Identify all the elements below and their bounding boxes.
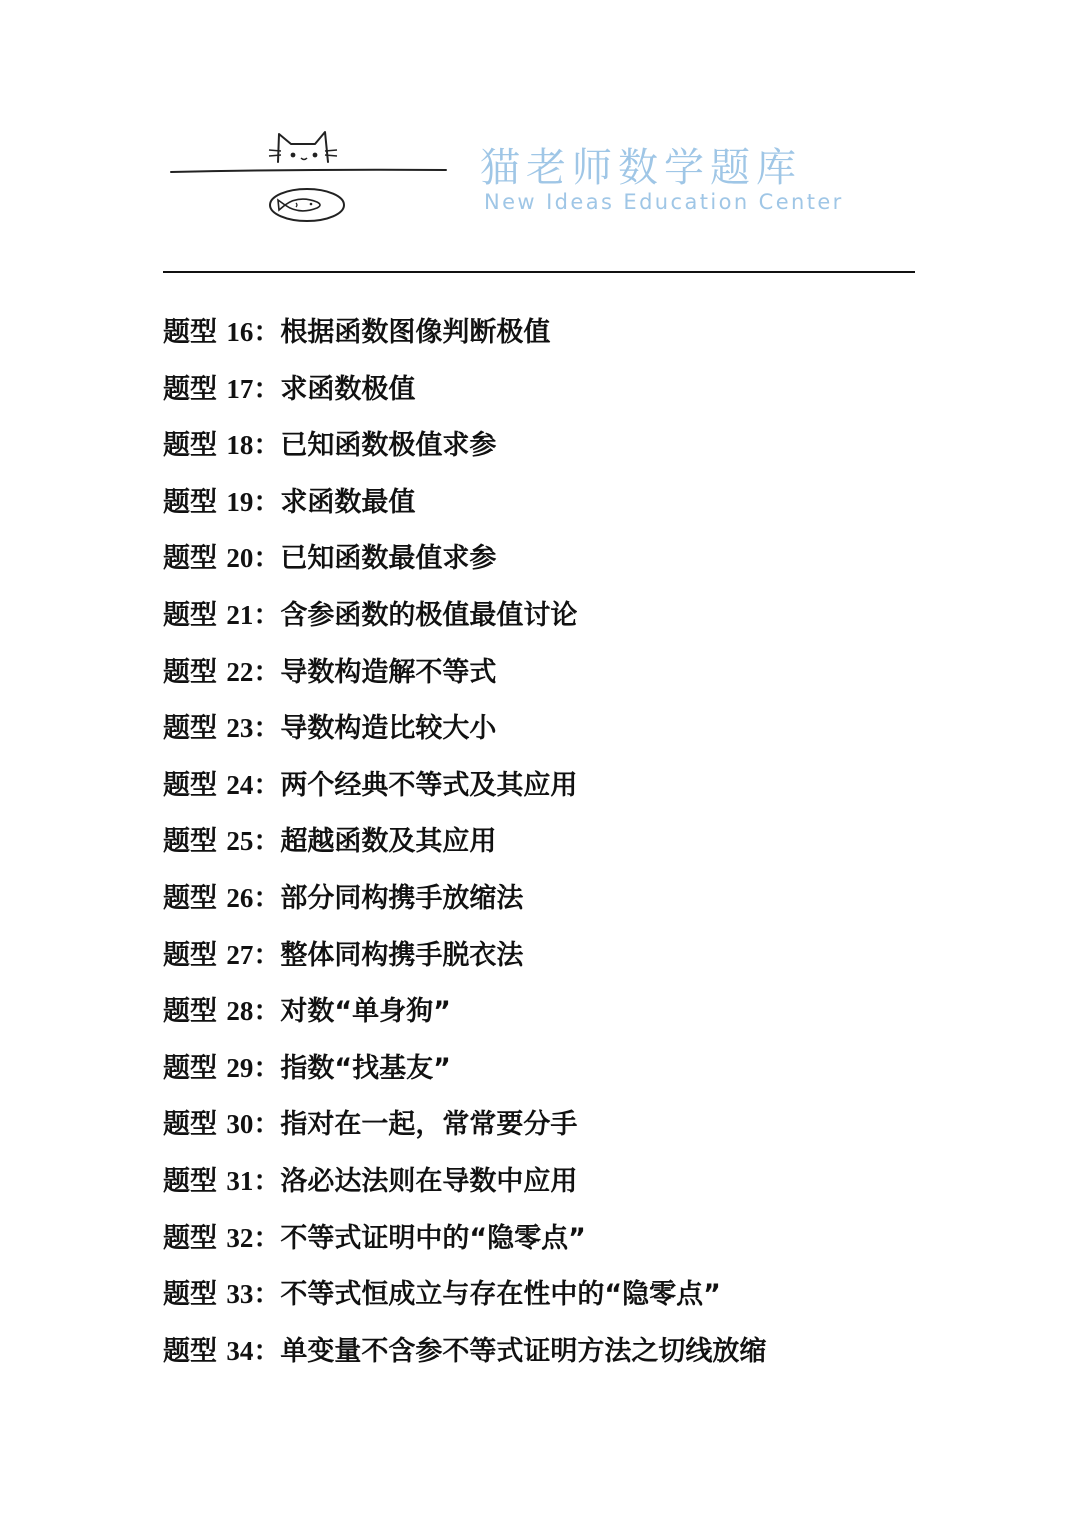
toc-item-number: 22 [226,656,254,687]
toc-item-prefix: 题型 [163,769,227,801]
toc-item-prefix: 题型 [163,1052,227,1084]
toc-item-separator: ： [253,430,281,462]
toc-item-number: 34 [226,1335,254,1366]
toc-item-title: 对数“单身狗” [280,996,451,1028]
toc-item-17 [163,367,766,424]
toc-item-number: 23 [226,713,254,744]
toc-item-number: 27 [226,939,254,970]
toc-item-prefix: 题型 [163,939,227,971]
toc-item-24 [163,763,766,820]
toc-item-33 [163,1272,766,1329]
toc-item-number: 19 [226,486,254,517]
toc-item-title: 含参函数的极值最值讨论 [280,599,578,631]
toc-item-separator: ： [253,1165,281,1197]
toc-item-title: 不等式恒成立与存在性中的“隐零点” [280,1279,721,1311]
toc-item-prefix: 题型 [163,1109,227,1141]
toc-item-29 [163,1046,766,1103]
toc-item-21 [163,593,766,650]
toc-item-number: 25 [226,826,254,857]
toc-item-27 [163,933,766,990]
toc-item-number: 31 [226,1165,254,1196]
toc-item-title: 已知函数最值求参 [280,543,497,575]
brand-chinese-name: 猫老师数学题库 [480,145,802,191]
toc-item-separator: ： [253,996,281,1028]
toc-item-prefix: 题型 [163,1335,227,1367]
toc-item-26 [163,876,766,933]
toc-item-number: 24 [226,769,254,800]
toc-item-22 [163,650,766,707]
toc-item-title: 两个经典不等式及其应用 [280,769,578,801]
toc-item-title: 导数构造比较大小 [280,713,497,745]
toc-item-separator: ： [253,486,281,518]
toc-item-separator: ： [253,317,281,348]
toc-item-number: 18 [226,430,254,461]
toc-item-title: 求函数最值 [280,486,416,518]
toc-item-number: 17 [226,373,254,404]
toc-item-prefix: 题型 [163,543,227,575]
toc-item-23 [163,706,766,763]
toc-item-separator: ： [253,599,281,631]
cat-fish-logo-icon [165,120,455,230]
toc-item-prefix: 题型 [163,656,227,688]
toc-item-separator: ： [253,939,281,971]
toc-item-prefix: 题型 [163,1165,227,1197]
toc-item-prefix: 题型 [163,317,227,348]
toc-item-number: 29 [226,1052,254,1083]
page-header [0,0,1080,280]
toc-item-separator: ： [253,826,281,858]
toc-item-separator: ： [253,1279,281,1311]
toc-item-number: 30 [226,1109,254,1140]
toc-item-number: 33 [226,1279,254,1310]
toc-item-prefix: 题型 [163,373,227,405]
toc-item-separator: ： [253,373,281,405]
toc-item-number: 16 [226,317,254,347]
toc-item-prefix: 题型 [163,713,227,745]
toc-item-title: 部分同构携手放缩法 [280,882,524,914]
toc-item-title: 洛必达法则在导数中应用 [280,1165,578,1197]
toc-item-18 [163,423,766,480]
toc-item-prefix: 题型 [163,882,227,914]
toc-item-title: 已知函数极值求参 [280,430,497,462]
toc-item-separator: ： [253,1109,281,1141]
toc-item-30 [163,1102,766,1159]
toc-item-28 [163,989,766,1046]
toc-item-34 [163,1329,766,1386]
toc-item-title: 不等式证明中的“隐零点” [280,1222,586,1254]
toc-item-title: 整体同构携手脱衣法 [280,939,524,971]
toc-item-number: 32 [226,1222,254,1253]
toc-item-25 [163,819,766,876]
toc-item-prefix: 题型 [163,996,227,1028]
toc-item-number: 21 [226,599,254,630]
toc-item-number: 20 [226,543,254,574]
toc-item-prefix: 题型 [163,826,227,858]
toc-item-separator: ： [253,713,281,745]
toc-item-title: 单变量不含参不等式证明方法之切线放缩 [280,1335,767,1367]
toc-item-number: 26 [226,882,254,913]
table-of-contents [163,310,766,1385]
brand-english-name: New Ideas Education Center [484,190,844,214]
toc-item-19 [163,480,766,537]
toc-item-separator: ： [253,882,281,914]
toc-item-prefix: 题型 [163,599,227,631]
header-divider [163,271,915,273]
toc-item-separator: ： [253,1222,281,1254]
toc-item-title: 指对在一起，常常要分手 [280,1109,578,1141]
toc-item-separator: ： [253,543,281,575]
toc-item-separator: ： [253,769,281,801]
toc-item-separator: ： [253,656,281,688]
toc-item-prefix: 题型 [163,1222,227,1254]
toc-item-separator: ： [253,1052,281,1084]
toc-item-title: 超越函数及其应用 [280,826,497,858]
toc-item-prefix: 题型 [163,486,227,518]
toc-item-prefix: 题型 [163,1279,227,1311]
toc-item-prefix: 题型 [163,430,227,462]
toc-item-title: 求函数极值 [280,373,416,405]
toc-item-20 [163,536,766,593]
toc-item-number: 28 [226,996,254,1027]
toc-item-title: 指数“找基友” [280,1052,451,1084]
toc-item-separator: ： [253,1335,281,1367]
toc-item-16 [163,310,766,367]
toc-item-title: 根据函数图像判断极值 [280,317,551,348]
toc-item-title: 导数构造解不等式 [280,656,497,688]
toc-item-31 [163,1159,766,1216]
toc-item-32 [163,1216,766,1273]
